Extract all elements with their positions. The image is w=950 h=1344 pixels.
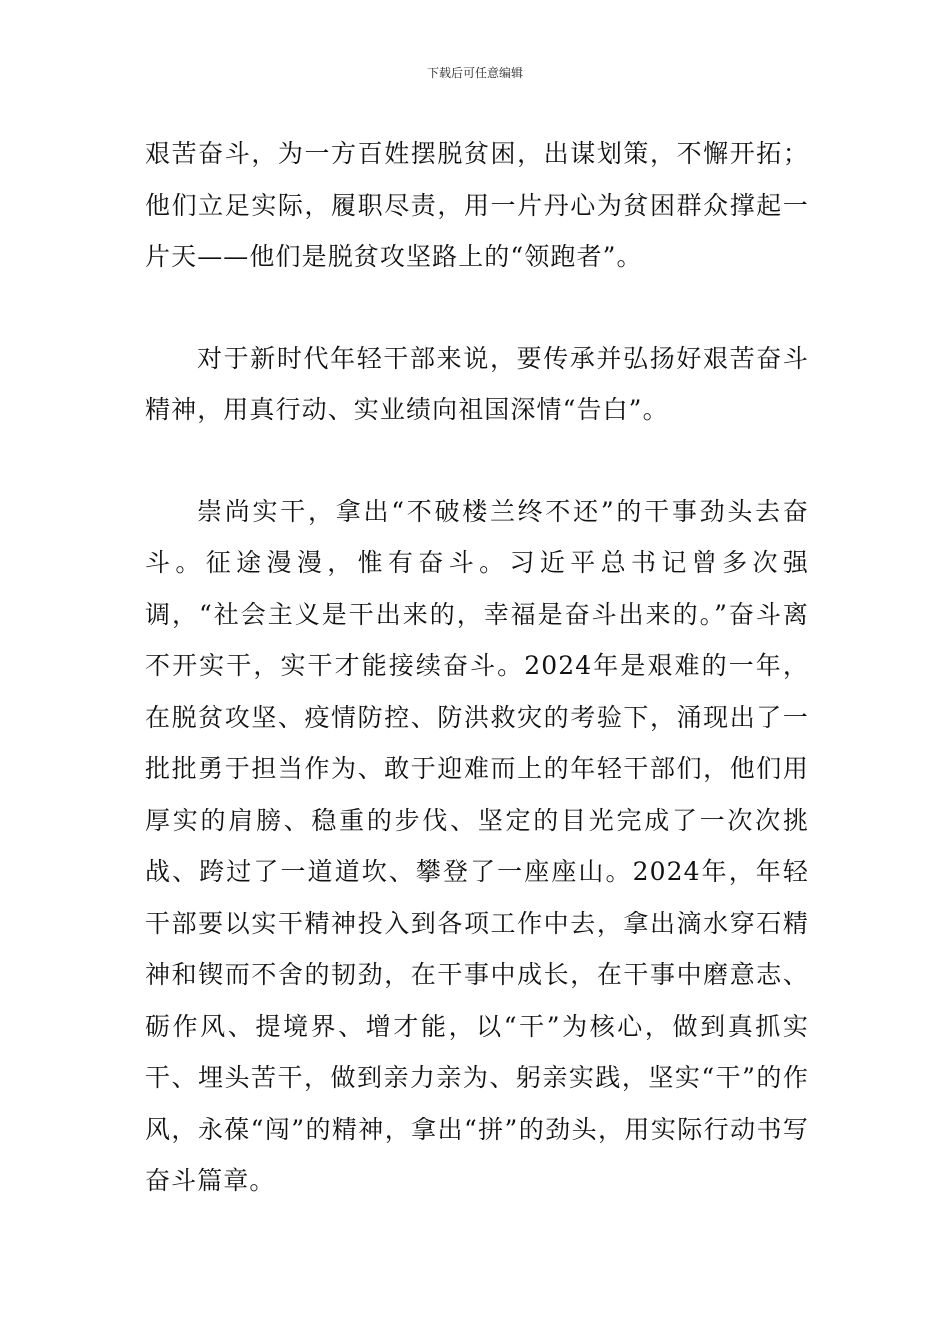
page-header-note: 下载后可任意编辑	[426, 66, 523, 80]
paragraph-continuation: 艰苦奋斗，为一方百姓摆脱贫困，出谋划策，不懈开拓；他们立足实际，履职尽责，用一片丹心为贫困群众撑起一片天——他们是脱贫攻坚路上的“领跑者”。	[145, 139, 809, 271]
document-body	[145, 128, 809, 1207]
paragraph-practical-work: 崇尚实干，拿出“不破楼兰终不还”的干事劲头去奋斗。征途漫漫，惟有奋斗。习近平总书记曾多次强调，“社会主义是干出来的，幸福是奋斗出来的。”奋斗离不开实干，实干才能接续奋斗。2024年是艰难的一年，在脱贫攻坚、疫情防控、防洪救灾的考验下，涌现出了一批批勇于担当作为、敢于迎难而上的年轻干部们，他们用厚实的肩膀、稳重的步伐、坚定的目光完成了一次次挑战、跨过了一道道坎、攀登了一座座山。2024年，年轻干部要以实干精神投入到各项工作中去，拿出滴水穿石精神和锲而不舍的韧劲，在干事中成长，在干事中磨意志、砺作风、提境界、增才能，以“干”为核心，做到真抓实干、埋头苦干，做到亲力亲为、躬亲实践，坚实“干”的作风，永葆“闯”的精神，拿出“拼”的劲头，用实际行动书写奋斗篇章。	[145, 496, 809, 1195]
paragraph-young-cadres: 对于新时代年轻干部来说，要传承并弘扬好艰苦奋斗精神，用真行动、实业绩向祖国深情“告白”。	[145, 343, 809, 424]
